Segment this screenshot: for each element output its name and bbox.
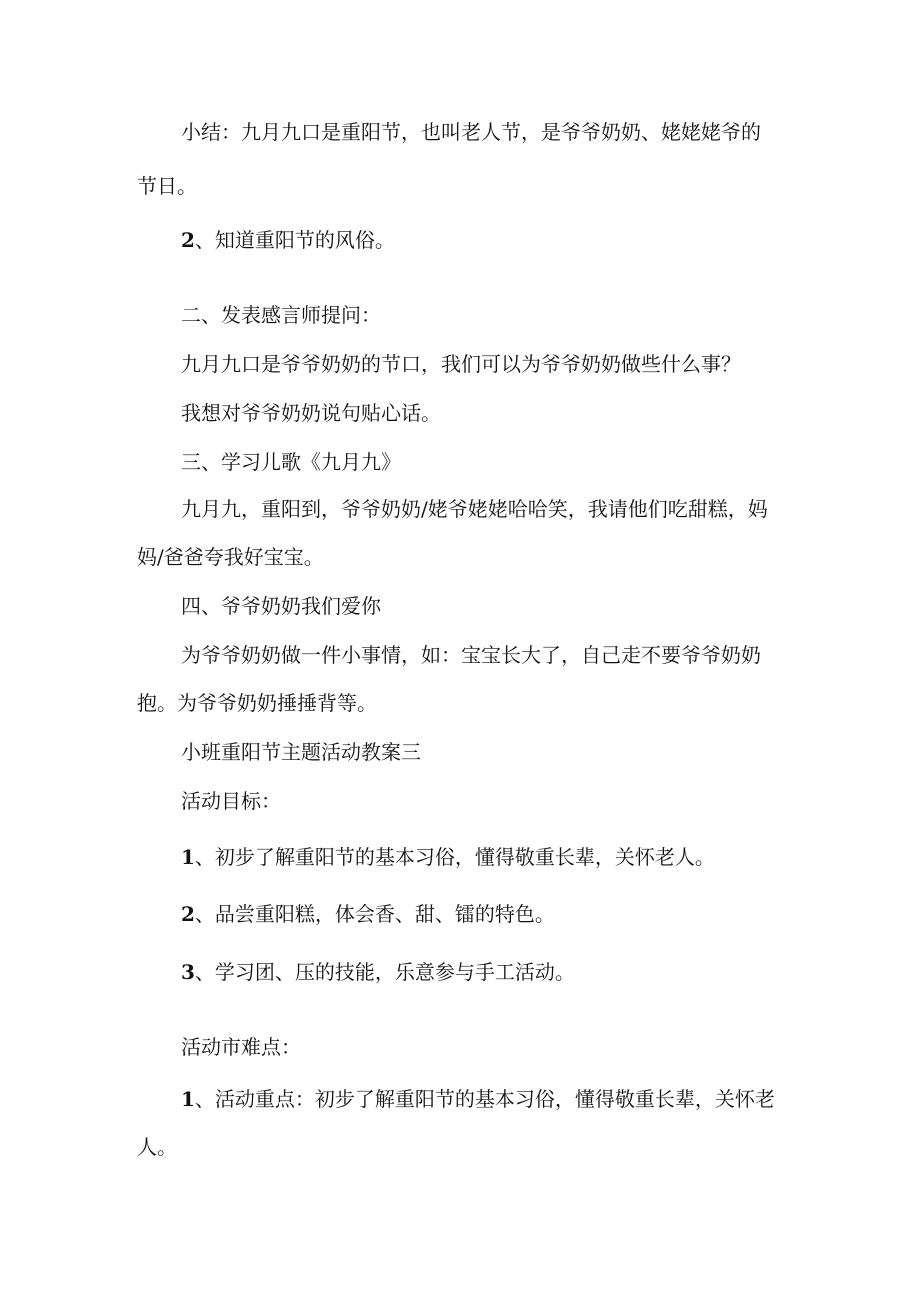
text: 人。 — [137, 1135, 177, 1159]
text: 九月九，重阳到，爷爷奶奶/姥爷姥姥哈哈笑，我请他们吃甜糕，妈 — [181, 497, 768, 521]
text: 三、学习儿歌《九月九》 — [181, 450, 401, 474]
text: 抱。为爷爷奶奶捶捶背等。 — [137, 691, 377, 715]
list-item-2-customs — [0, 226, 920, 254]
key-points-heading — [0, 1033, 920, 1061]
list-number: 1 — [181, 1087, 195, 1111]
key-point-item-1-line-2 — [0, 1133, 920, 1161]
text: 二、发表感言师提问： — [181, 303, 381, 327]
text: 节日。 — [137, 174, 197, 198]
goals-heading — [0, 787, 920, 815]
list-number: 2 — [181, 902, 195, 926]
section-heading-2 — [0, 301, 920, 329]
rhyme-line-1 — [0, 495, 920, 523]
text: 九月九口是爷爷奶奶的节口，我们可以为爷爷奶奶做些什么事？ — [181, 352, 741, 376]
rhyme-line-2 — [0, 543, 920, 571]
goal-item-1 — [0, 843, 920, 871]
paragraph-summary-line-1 — [0, 118, 920, 146]
text: 、知道重阳节的风俗。 — [194, 228, 395, 252]
text: 为爷爷奶奶做一件小事情，如：宝宝长大了，自己走不要爷爷奶奶 — [181, 643, 761, 667]
section-heading-4 — [0, 592, 920, 620]
text: 、品尝重阳糕，体会香、甜、镭的特色。 — [194, 902, 555, 926]
text: 小班重阳节主题活动教案三 — [181, 740, 421, 764]
text: 小结：九月九口是重阳节，也叫老人节，是爷爷奶奶、姥姥姥爷的 — [181, 120, 761, 144]
key-point-item-1-line-1 — [0, 1085, 920, 1113]
text: 活动目标： — [181, 789, 281, 813]
lesson-title-3 — [0, 738, 920, 766]
text: 妈/爸爸夸我好宝宝。 — [137, 545, 324, 569]
goal-item-2 — [0, 900, 920, 928]
paragraph-small-things-line-1 — [0, 641, 920, 669]
text: 、初步了解重阳节的基本习俗，懂得敬重长辈，关怀老人。 — [194, 845, 715, 869]
goal-item-3 — [0, 958, 920, 986]
text: 、活动重点：初步了解重阳节的基本习俗，懂得敬重长辈，关怀老 — [194, 1087, 775, 1111]
paragraph-question — [0, 350, 920, 378]
list-number: 3 — [181, 960, 195, 984]
list-number: 2 — [181, 228, 195, 252]
section-heading-3 — [0, 448, 920, 476]
paragraph-heart-words — [0, 399, 920, 427]
text: 四、爷爷奶奶我们爱你 — [181, 594, 381, 618]
paragraph-summary-line-2 — [0, 172, 920, 200]
paragraph-small-things-line-2 — [0, 689, 920, 717]
text: 活动市难点： — [181, 1035, 301, 1059]
text: 、学习团、压的技能，乐意参与手工活动。 — [194, 960, 575, 984]
list-number: 1 — [181, 845, 195, 869]
text: 我想对爷爷奶奶说句贴心话。 — [181, 401, 441, 425]
